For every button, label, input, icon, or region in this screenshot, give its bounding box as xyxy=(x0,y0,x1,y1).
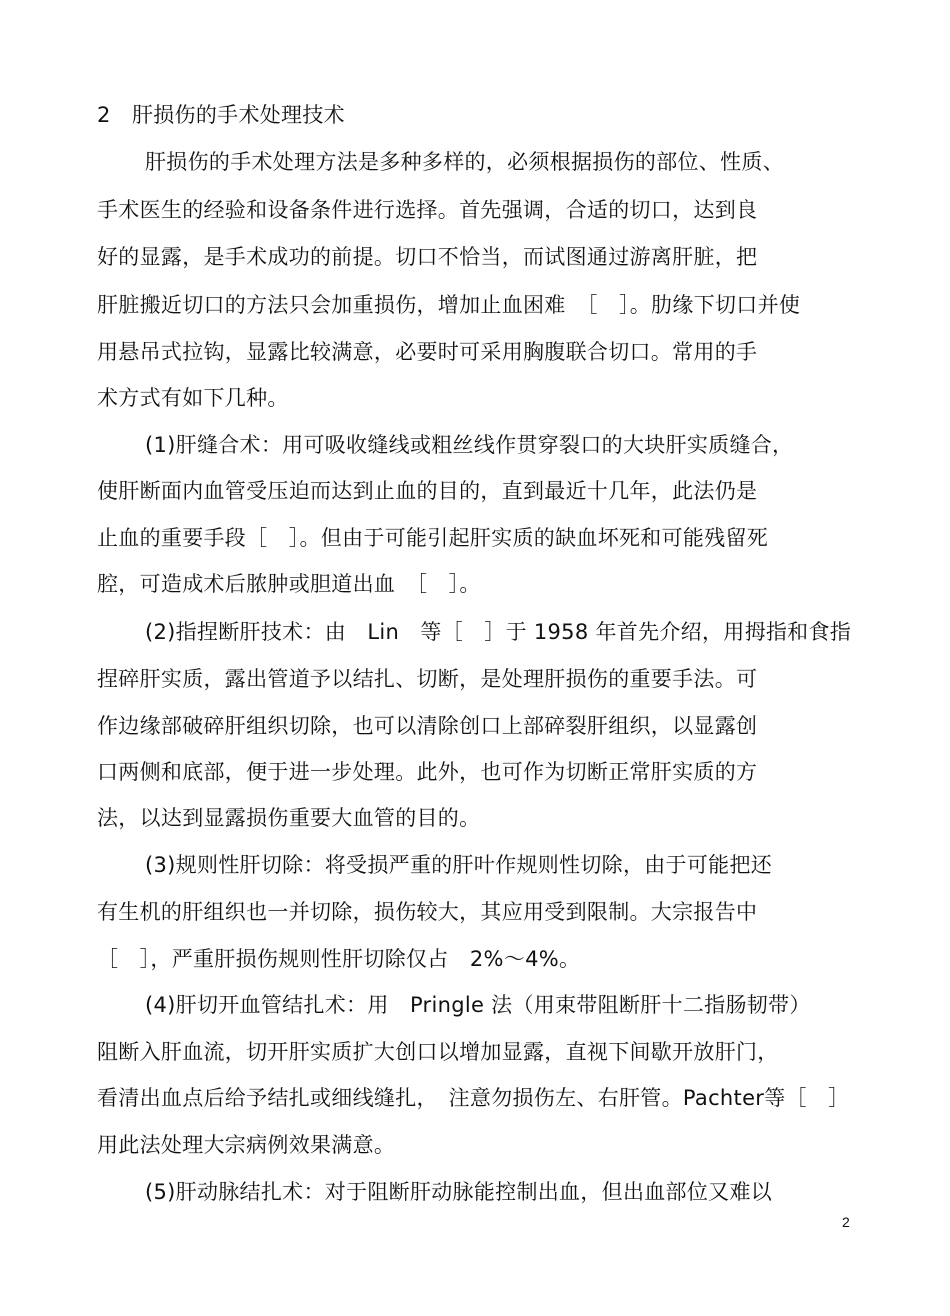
paragraph-line: (4)肝切开血管结扎术：用 Pringle 法（用束带阻断肝十二指肠韧带） xyxy=(145,993,811,1017)
paragraph-line: 肝脏搬近切口的方法只会加重损伤，增加止血困难 ［ ］。肋缘下切口并使 xyxy=(97,293,801,317)
paragraph-line: 法，以达到显露损伤重要大血管的目的。 xyxy=(97,806,481,830)
paragraph-line: 用此法处理大宗病例效果满意。 xyxy=(97,1133,396,1157)
paragraph-line: 捏碎肝实质，露出管道予以结扎、切断，是处理肝损伤的重要手法。可 xyxy=(97,667,758,691)
paragraph-line: (2)指捏断肝技术：由 Lin 等［ ］于 1958 年首先介绍，用拇指和食指 xyxy=(145,620,852,644)
paragraph-line: 看清出血点后给予结扎或细线缝扎， 注意勿损伤左、右肝管。Pachter等［ ］ xyxy=(97,1086,850,1110)
page-number: 2 xyxy=(842,1214,850,1230)
paragraph-line: 止血的重要手段［ ］。但由于可能引起肝实质的缺血坏死和可能残留死 xyxy=(97,526,769,550)
paragraph-line: 肝损伤的手术处理方法是多种多样的，必须根据损伤的部位、性质、 xyxy=(145,150,784,174)
paragraph-line: 好的显露，是手术成功的前提。切口不恰当，而试图通过游离肝脏，把 xyxy=(97,245,758,269)
paragraph-line: 阻断入肝血流，切开肝实质扩大创口以增加显露，直视下间歇开放肝门， xyxy=(97,1040,779,1064)
paragraph-line: 作边缘部破碎肝组织切除，也可以清除创口上部碎裂肝组织，以显露创 xyxy=(97,714,758,738)
section-heading: 2 肝损伤的手术处理技术 xyxy=(97,103,345,127)
paragraph-line: (1)肝缝合术：用可吸收缝线或粗丝线作贯穿裂口的大块肝实质缝合， xyxy=(145,433,794,457)
paragraph-line: 腔，可造成术后脓肿或胆道出血 ［ ］。 xyxy=(97,572,481,596)
paragraph-line: 手术医生的经验和设备条件进行选择。首先强调，合适的切口，达到良 xyxy=(97,198,758,222)
paragraph-line: (5)肝动脉结扎术：对于阻断肝动脉能控制出血，但出血部位又难以 xyxy=(145,1180,773,1204)
paragraph-line: 术方式有如下几种。 xyxy=(97,386,289,410)
paragraph-line: (3)规则性肝切除：将受损严重的肝叶作规则性切除，由于可能把还 xyxy=(145,853,773,877)
paragraph-line: 有生机的肝组织也一并切除，损伤较大，其应用受到限制。大宗报告中 xyxy=(97,900,758,924)
paragraph-line: 口两侧和底部，便于进一步处理。此外，也可作为切断正常肝实质的方 xyxy=(97,760,758,784)
paragraph-line: 用悬吊式拉钩，显露比较满意，必要时可采用胸腹联合切口。常用的手 xyxy=(97,340,758,364)
paragraph-line: ［ ］，严重肝损伤规则性肝切除仅占 2%～4%。 xyxy=(97,947,581,971)
paragraph-line: 使肝断面内血管受压迫而达到止血的目的，直到最近十几年，此法仍是 xyxy=(97,479,758,503)
